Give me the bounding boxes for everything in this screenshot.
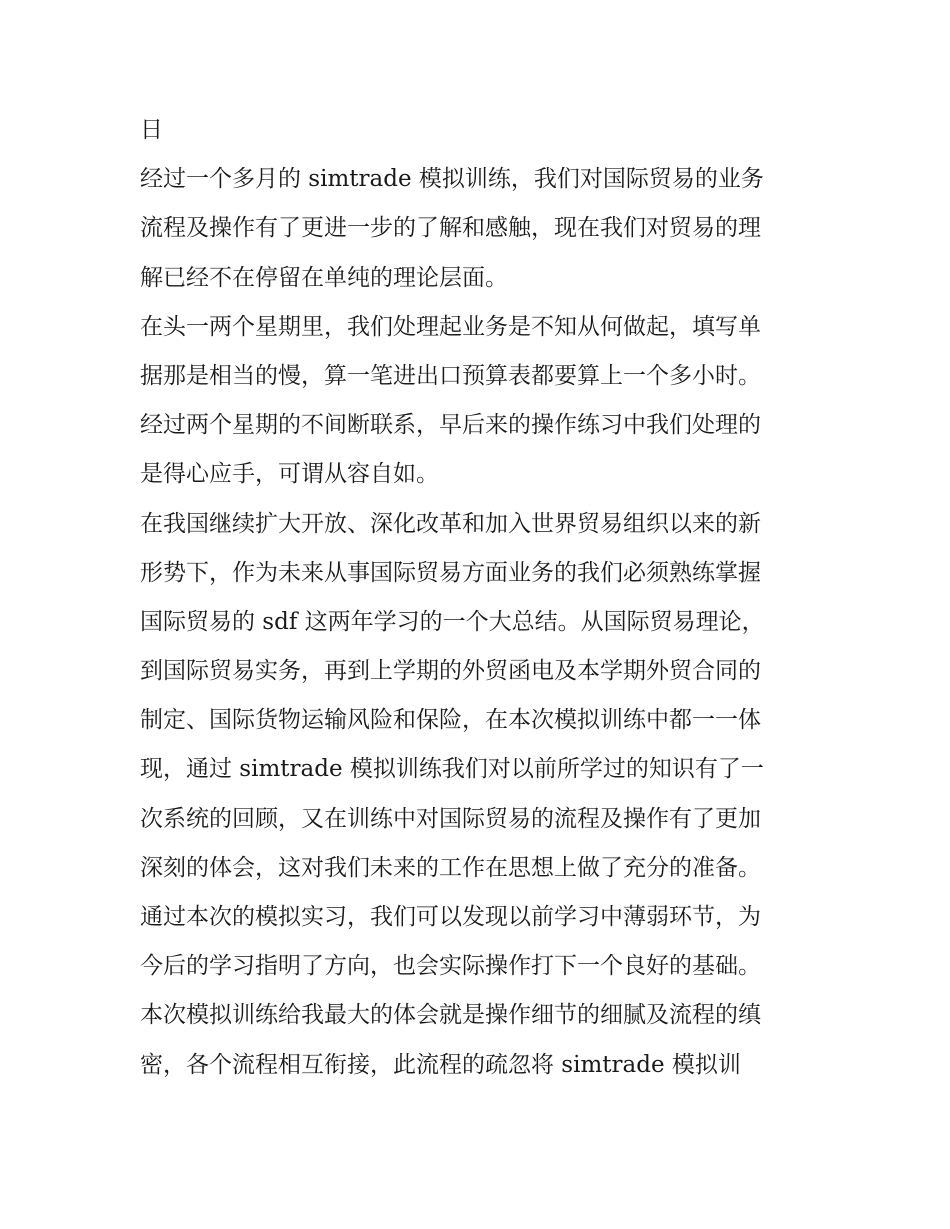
text-line: 在我国继续扩大开放、深化改革和加入世界贸易组织以来的新 — [140, 510, 761, 537]
text-line: 经过两个星期的不间断联系，早后来的操作练习中我们处理的 — [140, 412, 761, 439]
text-line: 到国际贸易实务，再到上学期的外贸函电及本学期外贸合同的 — [140, 658, 761, 685]
text-line: 深刻的体会，这对我们未来的工作在思想上做了充分的准备。 — [140, 854, 761, 881]
text-line: 经过一个多月的 simtrade 模拟训练，我们对国际贸易的业务 — [140, 166, 764, 193]
document-body — [140, 106, 840, 1090]
text-line: 流程及操作有了更进一步的了解和感触，现在我们对贸易的理 — [140, 215, 761, 242]
text-line: 形势下，作为未来从事国际贸易方面业务的我们必须熟练掌握 — [140, 559, 761, 586]
text-line: 日 — [140, 117, 163, 143]
text-line: 现，通过 simtrade 模拟训练我们对以前所学过的知识有了一 — [140, 756, 764, 783]
text-line: 国际贸易的 sdf 这两年学习的一个大总结。从国际贸易理论， — [140, 608, 765, 635]
text-line: 解已经不在停留在单纯的理论层面。 — [140, 264, 508, 291]
text-line: 通过本次的模拟实习，我们可以发现以前学习中薄弱环节，为 — [140, 904, 761, 930]
text-line: 据那是相当的慢，算一笔进出口预算表都要算上一个多小时。 — [140, 362, 761, 389]
text-line: 在头一两个星期里，我们处理起业务是不知从何做起，填写单 — [140, 313, 761, 340]
text-line: 本次模拟训练给我最大的体会就是操作细节的细腻及流程的缜 — [140, 1002, 761, 1029]
text-line: 今后的学习指明了方向，也会实际操作打下一个良好的基础。 — [140, 953, 761, 980]
text-line: 密，各个流程相互衔接，此流程的疏忽将 simtrade 模拟训 — [140, 1051, 741, 1078]
text-line: 制定、国际货物运输风险和保险，在本次模拟训练中都一一体 — [140, 707, 761, 734]
text-line: 是得心应手，可谓从容自如。 — [140, 461, 439, 488]
text-line: 次系统的回顾，又在训练中对国际贸易的流程及操作有了更加 — [140, 805, 761, 832]
